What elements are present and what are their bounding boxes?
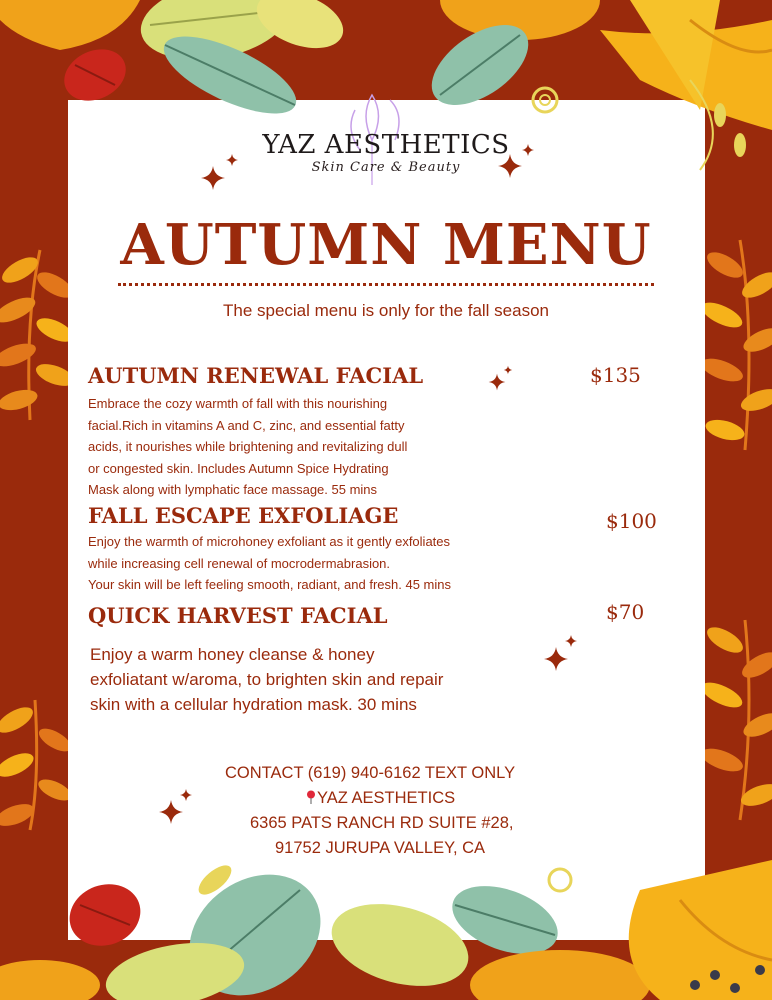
menu-title: AUTUMN MENU (120, 212, 652, 278)
service-description (90, 642, 443, 717)
description-line: Your skin will be left feeling smooth, radiant, and fresh. 45 mins (88, 577, 451, 592)
description-line: while increasing cell renewal of mocrodermabrasion. (88, 555, 391, 571)
map-pin-icon (306, 790, 316, 804)
service-price: $100 (606, 509, 657, 533)
description-line: facial.Rich in vitamins A and C, zinc, and essential fatty (88, 417, 405, 433)
business-name: YAZ AESTHETICS (317, 789, 456, 807)
service-name: FALL ESCAPE EXFOLIAGE (88, 503, 399, 528)
brand-name: YAZ AESTHETICS (262, 130, 510, 160)
description-line: Mask along with lymphatic face massage. 55 mins (88, 482, 378, 497)
service-price: $70 (606, 600, 645, 624)
service-description (88, 393, 407, 501)
description-line: Enjoy a warm honey cleanse & honey (90, 645, 375, 664)
dotted-divider (118, 283, 654, 286)
contact-phone: CONTACT (619) 940-6162 TEXT ONLY (225, 764, 516, 782)
brand-tagline: Skin Care & Beauty (311, 160, 461, 175)
description-line: Enjoy the warmth of microhoney exfoliant as it gently exfoliates (88, 534, 451, 549)
contact-address-line2: 91752 JURUPA VALLEY, CA (275, 839, 486, 857)
service-description (88, 531, 451, 596)
service-name: QUICK HARVEST FACIAL (88, 603, 388, 628)
sparkle-icon (504, 366, 512, 374)
contact-address-line1: 6365 PATS RANCH RD SUITE #28, (250, 814, 514, 832)
sparkle-icon (565, 635, 577, 647)
sparkle-icon (180, 789, 192, 801)
sparkle-icon (544, 647, 568, 671)
description-line: or congested skin. Includes Autumn Spice Hydrating (88, 460, 389, 476)
menu-subtitle: The special menu is only for the fall season (222, 301, 549, 320)
sparkle-icon (159, 800, 183, 824)
contact-business (306, 789, 455, 808)
sparkle-icon (489, 374, 506, 391)
description-line: acids, it nourishes while brightening and revitalizing dull (88, 439, 408, 454)
description-line: skin with a cellular hydration mask. 30 mins (90, 695, 417, 714)
service-price: $135 (590, 363, 641, 387)
description-line: exfoliatant w/aroma, to brighten skin and repair (90, 670, 444, 689)
service-name: AUTUMN RENEWAL FACIAL (88, 363, 424, 388)
description-line: Embrace the cozy warmth of fall with this nourishing (88, 396, 388, 411)
